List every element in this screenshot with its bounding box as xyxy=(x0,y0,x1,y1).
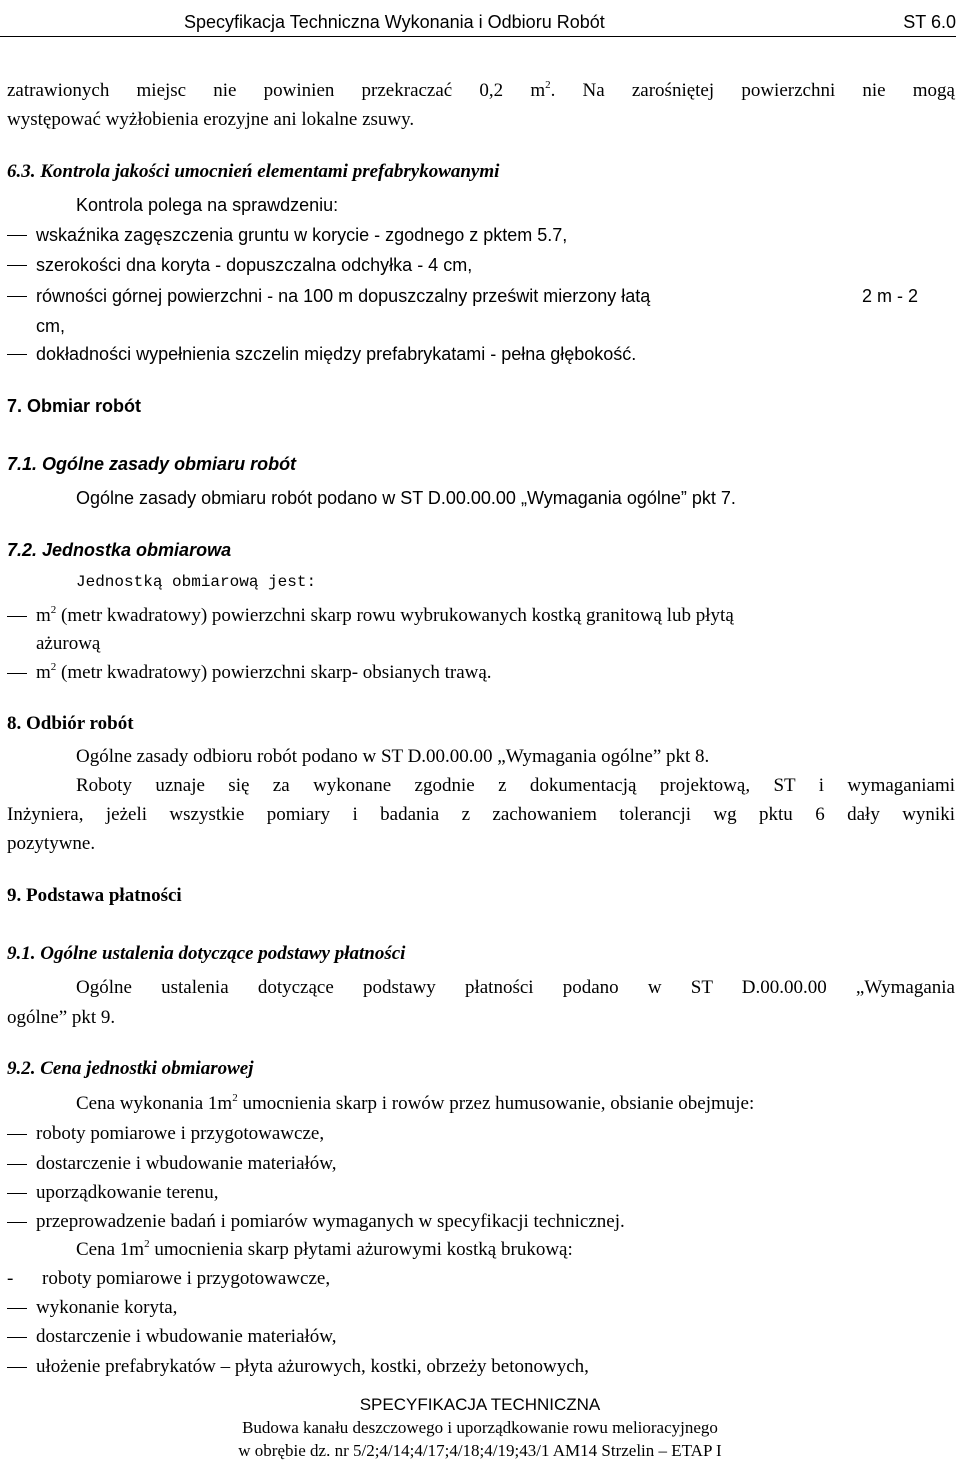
section-intro: Cena wykonania $1m^2$ umocnienia skarp i rowów przez humusowanie, obsianie obejmuje: xyxy=(76,1091,755,1114)
list-item-continuation: 2 m - 2 xyxy=(862,286,919,306)
list-dash xyxy=(7,354,27,355)
section-text: Ogólne zasady odbioru robót podano w ST D.00.00.00 „Wymagania ogólne” pkt 8. xyxy=(76,746,710,767)
header-title: Specyfikacja Techniczna Wykonania i Odbioru Robót xyxy=(184,12,605,32)
section-heading: 8. Odbiór robót xyxy=(7,713,134,734)
section-intro: Jednostką obmiarową jest: xyxy=(76,573,317,591)
paragraph-line: Inżyniera, jeżeli wszystkie pomiary i badania z zachowaniem tolerancji wg pktu 6 dały wyniki xyxy=(7,804,955,825)
list-item: uporządkowanie terenu, xyxy=(36,1182,219,1203)
section-heading: 9.1. Ogólne ustalenia dotyczące podstawy płatności xyxy=(7,943,406,964)
paragraph-line: Roboty uznaje się za wykonane zgodnie z dokumentacją projektową, ST i wymaganiami xyxy=(76,775,955,796)
paragraph-line: ogólne” pkt 9. xyxy=(7,1007,116,1028)
list-dash xyxy=(7,265,27,266)
list-item-continuation: cm, xyxy=(36,316,65,336)
paragraph-line: zatrawionych miejsc nie powinien przekraczać 0,2 $m^2$. Na zarośniętej powierzchni nie mogą xyxy=(7,78,955,101)
list-item: dostarczenie i wbudowanie materiałów, xyxy=(36,1153,337,1174)
header-code: ST 6.0 xyxy=(903,12,956,32)
section-heading: 6.3. Kontrola jakości umocnień elementami prefabrykowanymi xyxy=(7,161,500,182)
paragraph-line: pozytywne. xyxy=(7,833,96,854)
footer-project: Budowa kanału deszczowego i uporządkowanie rowu melioracyjnego xyxy=(242,1418,718,1437)
list-dash xyxy=(7,1164,27,1165)
list-item: szerokości dna koryta - dopuszczalna odchyłka - 4 cm, xyxy=(36,255,473,275)
list-item: dostarczenie i wbudowanie materiałów, xyxy=(36,1326,337,1347)
list-hyphen: - xyxy=(7,1268,14,1289)
list-item-continuation: ażurową xyxy=(36,633,101,654)
list-dash xyxy=(7,1222,27,1223)
list-item: dokładności wypełnienia szczelin między prefabrykatami - pełna głębokość. xyxy=(36,344,637,364)
list-dash xyxy=(7,1337,27,1338)
section-intro: Kontrola polega na sprawdzeniu: xyxy=(76,195,339,215)
list-item: wskaźnika zagęszczenia gruntu w korycie - zgodnego z pktem 5.7, xyxy=(36,225,568,245)
list-dash xyxy=(7,1193,27,1194)
page-header xyxy=(0,6,956,37)
section-heading: 7. Obmiar robót xyxy=(7,396,142,416)
list-dash xyxy=(7,616,27,617)
section-heading: 7.1. Ogólne zasady obmiaru robót xyxy=(7,454,297,474)
list-dash xyxy=(7,1308,27,1309)
section-heading: 9.2. Cena jednostki obmiarowej xyxy=(7,1058,254,1079)
list-dash xyxy=(7,1367,27,1368)
list-item: przeprowadzenie badań i pomiarów wymaganych w specyfikacji technicznej. xyxy=(36,1211,625,1232)
list-dash xyxy=(7,235,27,236)
list-dash xyxy=(7,673,27,674)
list-dash xyxy=(7,1134,27,1135)
footer-title: SPECYFIKACJA TECHNICZNA xyxy=(359,1395,601,1414)
paragraph-line: Ogólne ustalenia dotyczące podstawy płatności podano w ST D.00.00.00 „Wymagania xyxy=(76,977,955,998)
section-text: Ogólne zasady obmiaru robót podano w ST D.00.00.00 „Wymagania ogólne” pkt 7. xyxy=(76,488,736,508)
list-dash xyxy=(7,296,27,297)
list-item: wykonanie koryta, xyxy=(36,1297,178,1318)
list-item: roboty pomiarowe i przygotowawcze, xyxy=(36,1123,325,1144)
footer-location: w obrębie dz. nr 5/2;4/14;4/17;4/18;4/19;43/1 AM14 Strzelin – ETAP I xyxy=(238,1441,722,1460)
list-item: roboty pomiarowe i przygotowawcze, xyxy=(42,1268,331,1289)
section-intro: Cena $1m^2$ umocnienia skarp płytami ażurowymi kostką brukową: xyxy=(76,1237,573,1260)
paragraph-line: występować wyżłobienia erozyjne ani lokalne zsuwy. xyxy=(7,109,415,130)
list-item: równości górnej powierzchni - na 100 m dopuszczalny prześwit mierzony łatą xyxy=(36,286,651,306)
list-item: $m^2$ (metr kwadratowy) powierzchni skarp- obsianych trawą. xyxy=(36,660,492,683)
section-heading: 9. Podstawa płatności xyxy=(7,885,182,906)
list-item: $m^2$ (metr kwadratowy) powierzchni skarp rowu wybrukowanych kostką granitową lub płytą xyxy=(36,603,734,626)
section-heading: 7.2. Jednostka obmiarowa xyxy=(7,540,232,560)
list-item: ułożenie prefabrykatów – płyta ażurowych, kostki, obrzeży betonowych, xyxy=(36,1356,589,1377)
